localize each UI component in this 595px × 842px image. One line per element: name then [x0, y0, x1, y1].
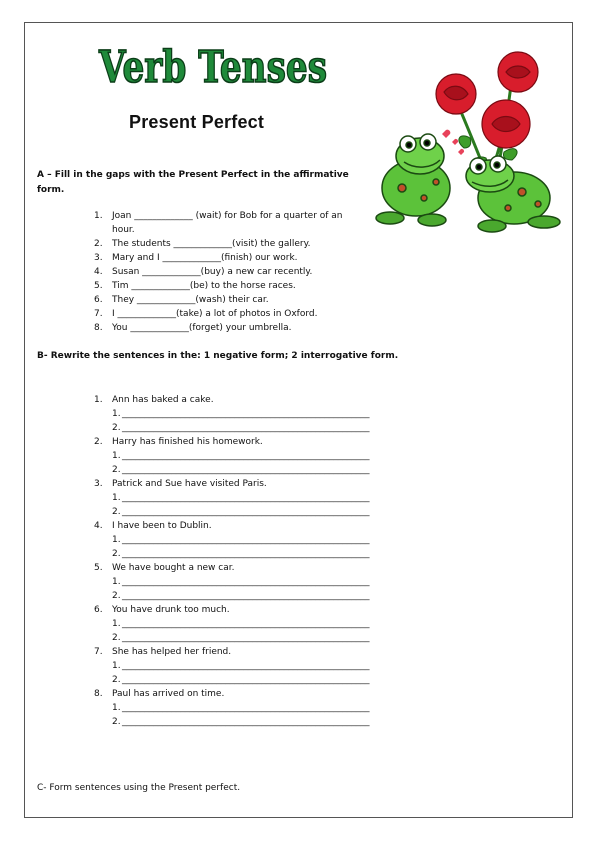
section-b-item: [94, 687, 454, 701]
answer-label: 2.: [112, 591, 121, 601]
section-c-heading: C- Form sentences using the Present perfect.: [37, 783, 241, 793]
section-b-item: [94, 477, 454, 491]
answer-blank[interactable]: _______________________________________________________: [122, 409, 370, 419]
section-b-item: [94, 645, 454, 659]
item-text: They _____________(wash) their car.: [112, 295, 269, 305]
item-number: 1.: [94, 211, 103, 221]
answer-label: 2.: [112, 633, 121, 643]
item-text: Tim _____________(be) to the horse races.: [112, 281, 296, 291]
item-text: Susan _____________(buy) a new car recently.: [112, 267, 313, 277]
section-b-item: [94, 435, 454, 449]
section-b-item: [94, 603, 454, 617]
answer-blank[interactable]: _______________________________________________________: [122, 717, 370, 727]
item-number: 6.: [94, 605, 103, 615]
frogs-roses-icon: [372, 48, 564, 234]
section-a-item: [94, 293, 366, 307]
item-text: Paul has arrived on time.: [112, 689, 225, 699]
item-number: 6.: [94, 295, 103, 305]
answer-line[interactable]: [94, 491, 454, 505]
answer-blank[interactable]: _______________________________________________________: [122, 507, 370, 517]
item-number: 1.: [94, 395, 103, 405]
answer-label: 1.: [112, 703, 121, 713]
answer-label: 2.: [112, 423, 121, 433]
section-a-item: [94, 237, 366, 251]
section-a-item: [94, 265, 366, 279]
item-text: She has helped her friend.: [112, 647, 232, 657]
section-a-item: [94, 251, 366, 265]
page-subtitle: Present Perfect: [129, 112, 265, 132]
answer-line[interactable]: [94, 589, 454, 603]
item-number: 4.: [94, 267, 103, 277]
page-title: Verb Tenses: [98, 42, 327, 93]
answer-blank[interactable]: _______________________________________________________: [122, 675, 370, 685]
answer-line[interactable]: [94, 505, 454, 519]
item-text: Patrick and Sue have visited Paris.: [112, 479, 267, 489]
section-b-item: [94, 393, 454, 407]
answer-blank[interactable]: _______________________________________________________: [122, 493, 370, 503]
answer-line[interactable]: [94, 421, 454, 435]
item-number: 5.: [94, 281, 103, 291]
section-a-item: [94, 279, 366, 293]
section-a-list: [94, 209, 366, 335]
answer-line[interactable]: [94, 701, 454, 715]
answer-line[interactable]: [94, 673, 454, 687]
answer-blank[interactable]: _______________________________________________________: [122, 619, 370, 629]
answer-label: 1.: [112, 535, 121, 545]
answer-blank[interactable]: _______________________________________________________: [122, 423, 370, 433]
item-text: You have drunk too much.: [112, 605, 230, 615]
answer-line[interactable]: [94, 631, 454, 645]
answer-blank[interactable]: _______________________________________________________: [122, 591, 370, 601]
item-number: 7.: [94, 647, 103, 657]
section-b-list: [94, 393, 454, 729]
answer-blank[interactable]: _______________________________________________________: [122, 535, 370, 545]
answer-label: 2.: [112, 549, 121, 559]
answer-blank[interactable]: _______________________________________________________: [122, 633, 370, 643]
section-a-item: [94, 307, 366, 321]
item-text: We have bought a new car.: [112, 563, 235, 573]
item-number: 2.: [94, 239, 103, 249]
section-b-item: [94, 561, 454, 575]
item-number: 5.: [94, 563, 103, 573]
answer-line[interactable]: [94, 617, 454, 631]
section-a-item: [94, 321, 366, 335]
item-number: 8.: [94, 689, 103, 699]
item-number: 7.: [94, 309, 103, 319]
answer-line[interactable]: [94, 715, 454, 729]
item-number: 2.: [94, 437, 103, 447]
answer-line[interactable]: [94, 463, 454, 477]
answer-label: 1.: [112, 619, 121, 629]
answer-line[interactable]: [94, 449, 454, 463]
answer-label: 2.: [112, 465, 121, 475]
item-text: Ann has baked a cake.: [112, 395, 214, 405]
answer-line[interactable]: [94, 533, 454, 547]
item-number: 3.: [94, 479, 103, 489]
item-number: 4.: [94, 521, 103, 531]
item-text: I have been to Dublin.: [112, 521, 212, 531]
answer-blank[interactable]: _______________________________________________________: [122, 549, 370, 559]
item-text: Harry has finished his homework.: [112, 437, 263, 447]
item-text: The students _____________(visit) the gallery.: [112, 239, 311, 249]
answer-line[interactable]: [94, 407, 454, 421]
answer-blank[interactable]: _______________________________________________________: [122, 703, 370, 713]
section-a-heading: A – Fill in the gaps with the Present Perfect in the affirmative form.: [37, 170, 349, 195]
item-text: Mary and I _____________(finish) our work.: [112, 253, 298, 263]
answer-label: 1.: [112, 451, 121, 461]
answer-blank[interactable]: _______________________________________________________: [122, 465, 370, 475]
section-a-item: [94, 209, 366, 237]
item-text: I _____________(take) a lot of photos in Oxford.: [112, 309, 318, 319]
answer-label: 1.: [112, 493, 121, 503]
answer-blank[interactable]: _______________________________________________________: [122, 577, 370, 587]
answer-line[interactable]: [94, 659, 454, 673]
answer-label: 1.: [112, 409, 121, 419]
title-wordart: [96, 36, 330, 92]
item-text: You _____________(forget) your umbrella.: [112, 323, 292, 333]
answer-label: 2.: [112, 675, 121, 685]
answer-line[interactable]: [94, 575, 454, 589]
item-text: Joan _____________ (wait) for Bob for a quarter of an hour.: [112, 211, 343, 235]
answer-label: 1.: [112, 577, 121, 587]
answer-blank[interactable]: _______________________________________________________: [122, 661, 370, 671]
item-number: 8.: [94, 323, 103, 333]
answer-label: 2.: [112, 507, 121, 517]
answer-blank[interactable]: _______________________________________________________: [122, 451, 370, 461]
section-b-heading: B- Rewrite the sentences in the: 1 negative form; 2 interrogative form.: [37, 351, 399, 361]
section-b-item: [94, 519, 454, 533]
item-number: 3.: [94, 253, 103, 263]
answer-line[interactable]: [94, 547, 454, 561]
answer-label: 2.: [112, 717, 121, 727]
answer-label: 1.: [112, 661, 121, 671]
